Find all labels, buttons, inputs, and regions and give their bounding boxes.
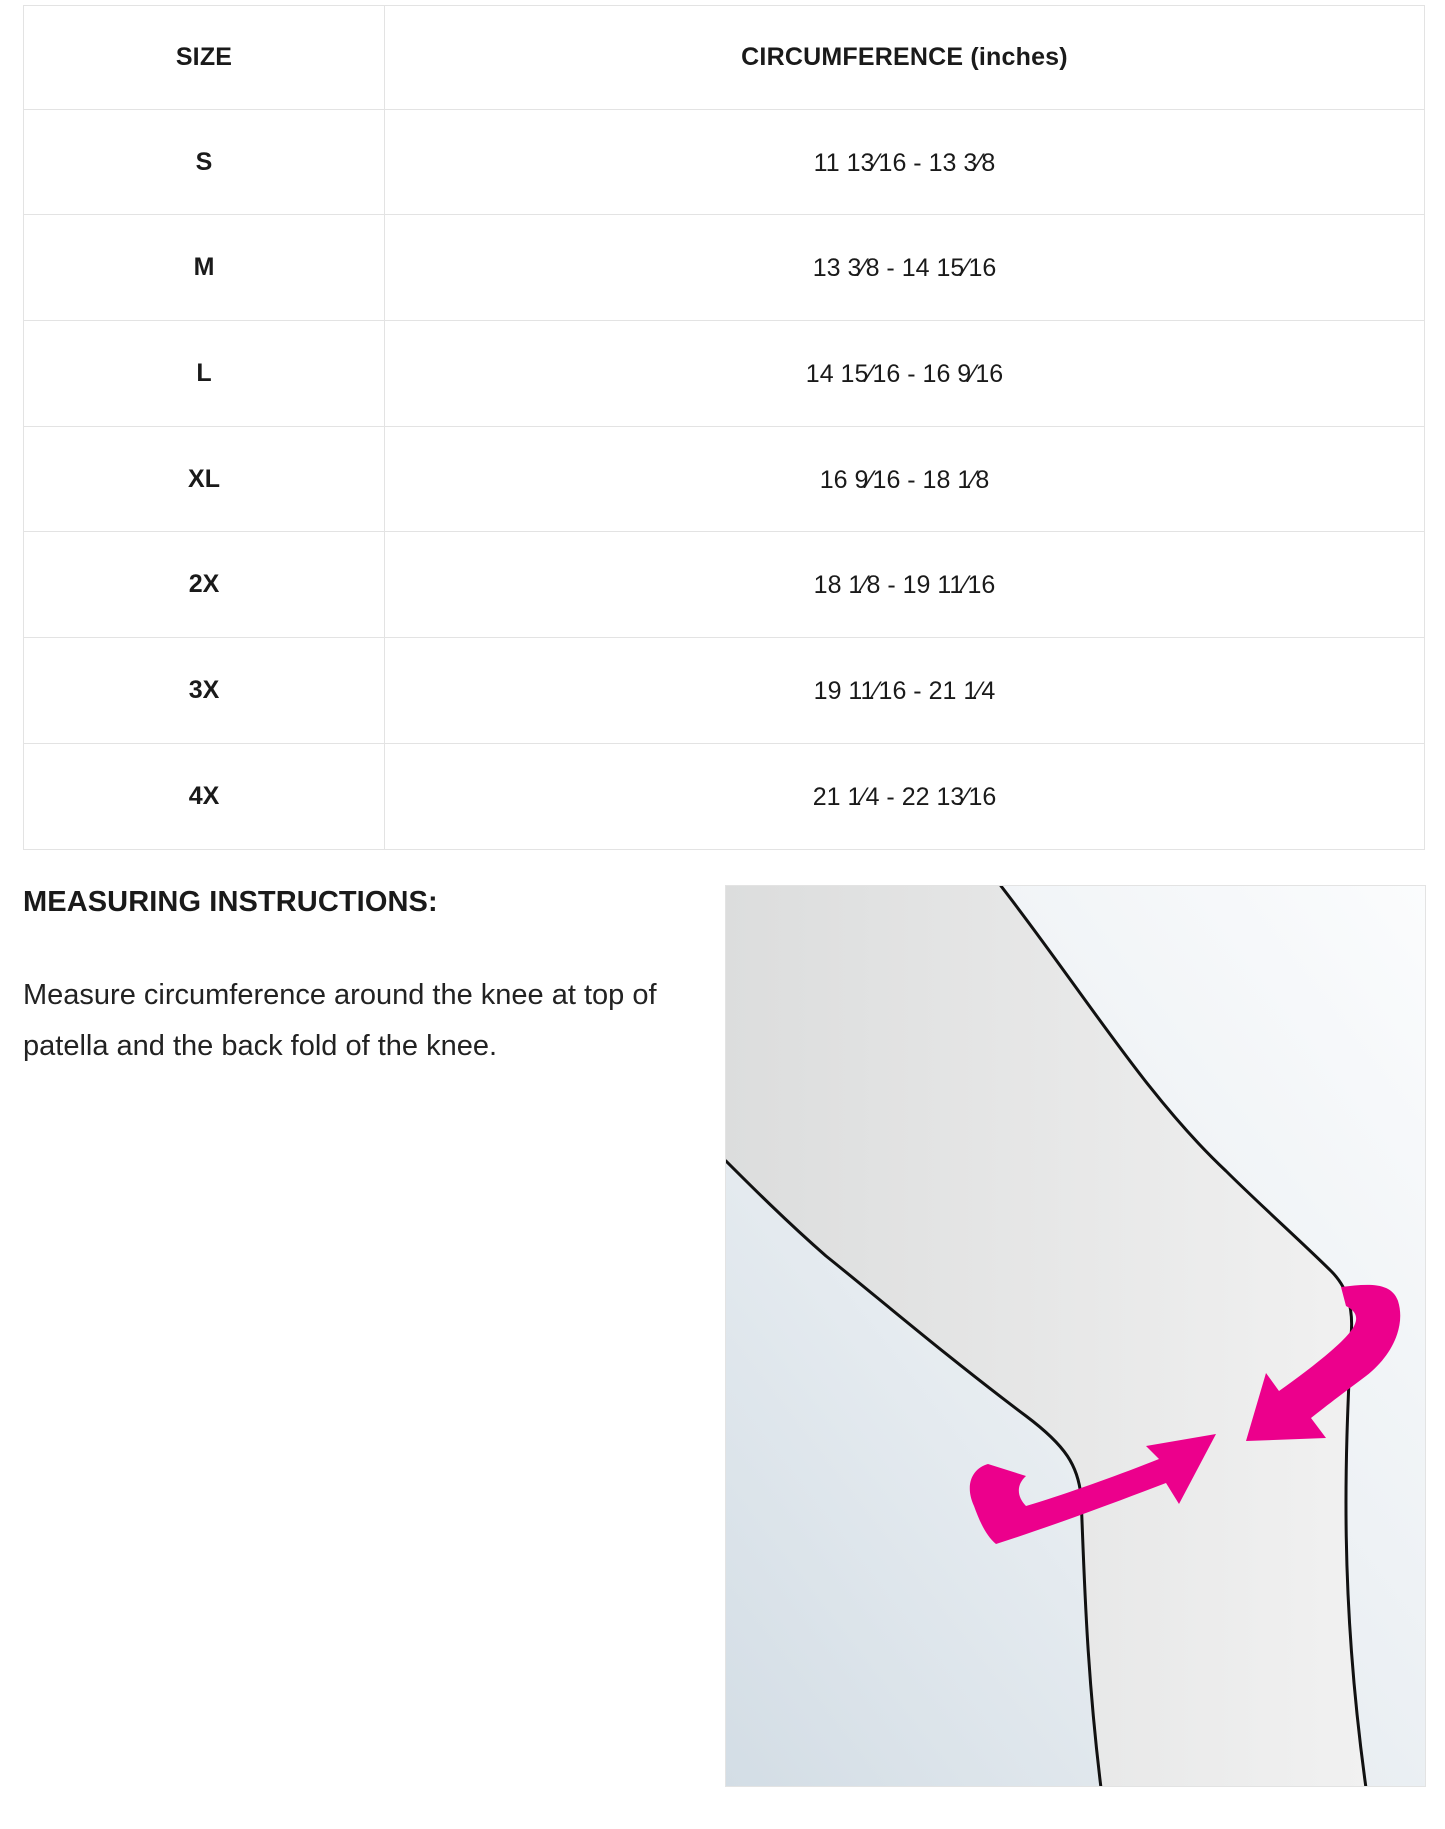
table-row [24, 215, 1425, 321]
table-row [24, 638, 1425, 744]
table-row [24, 321, 1425, 427]
size-cell: 3X [24, 638, 385, 744]
circumference-cell: 21 1⁄4 - 22 13⁄16 [385, 743, 1425, 849]
circumference-cell: 14 15⁄16 - 16 9⁄16 [385, 321, 1425, 427]
table-row [24, 109, 1425, 215]
size-chart-table [23, 5, 1425, 850]
circumference-cell: 19 11⁄16 - 21 1⁄4 [385, 638, 1425, 744]
table-row [24, 426, 1425, 532]
circumference-cell: 13 3⁄8 - 14 15⁄16 [385, 215, 1425, 321]
measuring-instructions-text: Measure circumference around the knee at top of patella and the back fold of the knee. [23, 979, 657, 1062]
size-cell: M [24, 215, 385, 321]
circumference-cell: 11 13⁄16 - 13 3⁄8 [385, 109, 1425, 215]
measuring-instructions-heading: MEASURING INSTRUCTIONS: [23, 886, 438, 918]
table-header-row [24, 6, 1425, 110]
circumference-cell: 16 9⁄16 - 18 1⁄8 [385, 426, 1425, 532]
size-cell: 4X [24, 743, 385, 849]
circumference-cell: 18 1⁄8 - 19 11⁄16 [385, 532, 1425, 638]
table-row [24, 743, 1425, 849]
size-cell: S [24, 109, 385, 215]
table-row [24, 532, 1425, 638]
knee-measurement-illustration [725, 885, 1426, 1787]
circumference-column-header: CIRCUMFERENCE (inches) [385, 6, 1425, 110]
size-cell: XL [24, 426, 385, 532]
knee-illustration-svg [726, 886, 1426, 1787]
size-cell: 2X [24, 532, 385, 638]
size-cell: L [24, 321, 385, 427]
size-column-header: SIZE [24, 6, 385, 110]
